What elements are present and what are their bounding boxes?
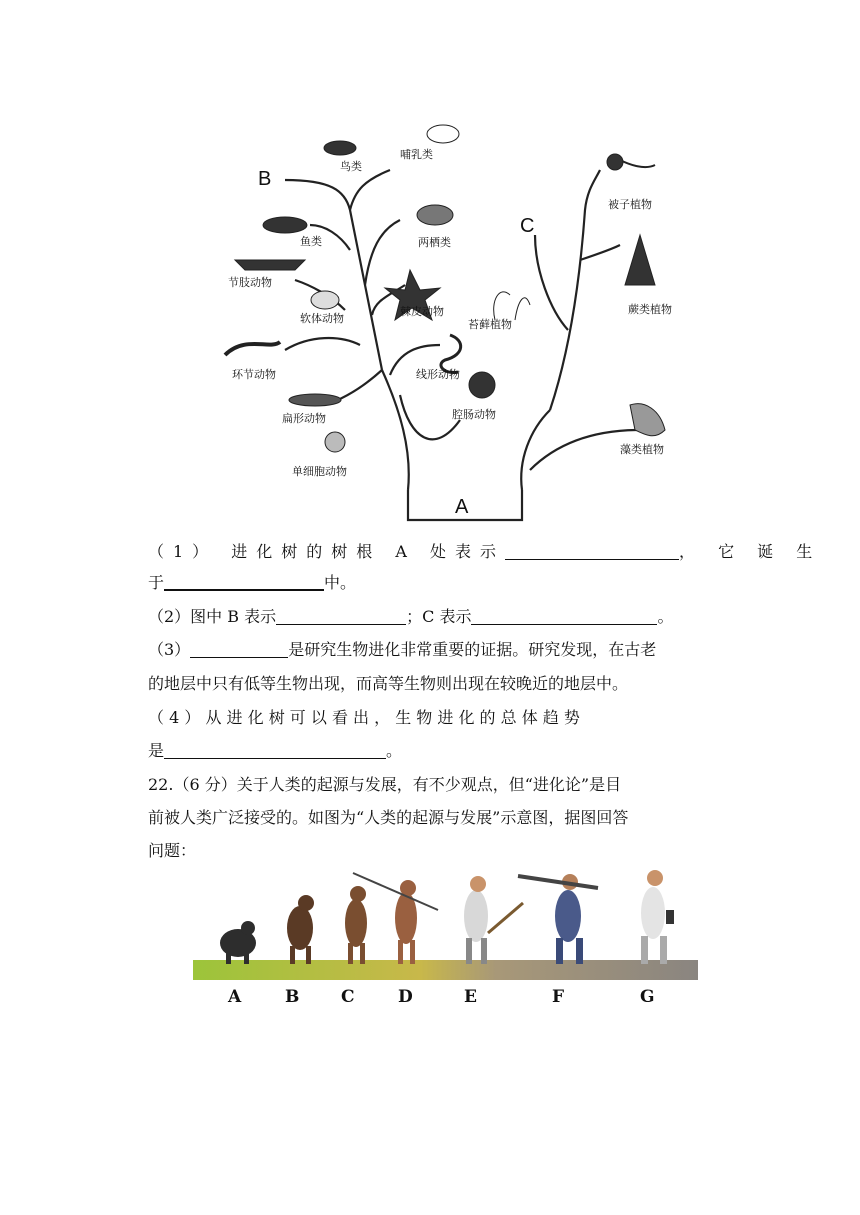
human-label-a: A bbox=[228, 987, 242, 1007]
question-1-line-2 bbox=[148, 573, 356, 593]
q1-blank-2[interactable] bbox=[164, 573, 324, 591]
trunk-left bbox=[382, 370, 409, 490]
label-molluscs: 软体动物 bbox=[300, 312, 344, 325]
rabbit-icon bbox=[427, 125, 459, 143]
label-amphibians: 两栖类 bbox=[418, 236, 451, 249]
tree-label-a: A bbox=[455, 496, 469, 518]
q3-text-b: 是研究生物进化非常重要的证据。研究发现，在古老 bbox=[288, 640, 657, 659]
figure-g bbox=[641, 870, 674, 964]
human-label-f: F bbox=[552, 987, 565, 1007]
human-evolution-drawing bbox=[188, 858, 708, 1008]
label-protozoa: 单细胞动物 bbox=[292, 465, 347, 478]
frog-icon bbox=[417, 205, 453, 225]
grasshopper-icon bbox=[235, 260, 305, 270]
q3-text-a: （3） bbox=[148, 640, 191, 659]
label-flatworms: 扁形动物 bbox=[282, 412, 326, 425]
q1-text-b: ， 它 诞 生 bbox=[679, 542, 822, 561]
question-2-line bbox=[148, 607, 673, 627]
label-fish: 鱼类 bbox=[300, 235, 322, 248]
flower-icon bbox=[620, 160, 655, 167]
q2-text-b: ；C 表示 bbox=[406, 607, 472, 626]
q2-text-a: （2）图中 B 表示 bbox=[148, 607, 277, 626]
label-mammals: 哺乳类 bbox=[400, 148, 433, 161]
figure-c bbox=[345, 886, 367, 964]
human-evolution-figure bbox=[188, 858, 708, 1008]
figure-f bbox=[518, 874, 598, 964]
q2-blank-b[interactable] bbox=[276, 608, 406, 625]
cnidarian-icon bbox=[469, 372, 495, 398]
question-4-line-1: （ 4 ） 从 进 化 树 可 以 看 出 ， 生 物 进 化 的 总 体 趋 势 bbox=[148, 708, 580, 727]
label-arthropods: 节肢动物 bbox=[228, 276, 272, 289]
human-label-b: B bbox=[285, 987, 300, 1007]
trunk-right bbox=[521, 410, 550, 490]
evolution-tree-figure bbox=[200, 110, 700, 525]
question-22-line-1: 22.（6 分）关于人类的起源与发展，有不少观点，但“进化论”是目 bbox=[148, 775, 622, 794]
ground-strip bbox=[193, 960, 698, 980]
shell-icon bbox=[311, 291, 339, 309]
question-4-line-2 bbox=[148, 741, 402, 761]
figure-a bbox=[220, 921, 256, 964]
human-label-c: C bbox=[341, 987, 355, 1007]
human-label-e: E bbox=[464, 987, 477, 1007]
label-echinoderms: 棘皮动物 bbox=[400, 305, 444, 318]
label-birds: 鸟类 bbox=[340, 160, 362, 173]
protozoa-icon bbox=[325, 432, 345, 452]
q3-blank[interactable] bbox=[190, 641, 288, 658]
question-3-line-2: 的地层中只有低等生物出现，而高等生物则出现在较晚近的地层中。 bbox=[148, 674, 629, 693]
q1-text-d: 中。 bbox=[324, 573, 357, 592]
flatworm-icon bbox=[289, 394, 341, 406]
label-angiosperms: 被子植物 bbox=[608, 198, 652, 211]
roundworm-icon bbox=[441, 335, 461, 373]
human-label-d: D bbox=[398, 987, 413, 1007]
label-algae: 藻类植物 bbox=[620, 443, 664, 456]
q4-text-b: 是 bbox=[148, 741, 165, 760]
earthworm-icon bbox=[225, 342, 280, 355]
question-1-line-1 bbox=[148, 542, 821, 562]
question-3-line-1 bbox=[148, 640, 656, 660]
label-annelids: 环节动物 bbox=[232, 368, 276, 381]
label-cnidarians: 腔肠动物 bbox=[452, 408, 496, 421]
question-22-line-2: 前被人类广泛接受的。如图为“人类的起源与发展”示意图，据图回答 bbox=[148, 808, 629, 827]
human-label-g: G bbox=[640, 987, 655, 1007]
q1-text-c: 于 bbox=[148, 573, 165, 592]
label-nematodes: 线形动物 bbox=[416, 368, 460, 381]
label-ferns: 蕨类植物 bbox=[628, 303, 672, 316]
q1-blank-1[interactable] bbox=[505, 543, 679, 560]
figure-e bbox=[464, 876, 523, 964]
tree-label-b: B bbox=[258, 168, 272, 190]
question-22-line-3: 问题： bbox=[148, 841, 197, 860]
label-bryophytes: 苔藓植物 bbox=[468, 318, 512, 331]
moss-icon bbox=[494, 292, 530, 320]
branch-plant-main bbox=[550, 170, 600, 410]
q4-blank[interactable] bbox=[164, 742, 386, 759]
bird-icon bbox=[324, 141, 356, 155]
evolution-tree-drawing bbox=[200, 110, 700, 525]
q2-blank-c[interactable] bbox=[471, 608, 657, 625]
fish-icon bbox=[263, 217, 307, 233]
q1-text-a: （1） 进化树的树根 A 处表示 bbox=[148, 542, 505, 561]
fern-icon bbox=[625, 235, 655, 285]
figure-b bbox=[287, 895, 314, 964]
q2-text-c: 。 bbox=[657, 607, 674, 626]
tree-label-c: C bbox=[520, 215, 535, 237]
q4-text-c: 。 bbox=[386, 741, 403, 760]
